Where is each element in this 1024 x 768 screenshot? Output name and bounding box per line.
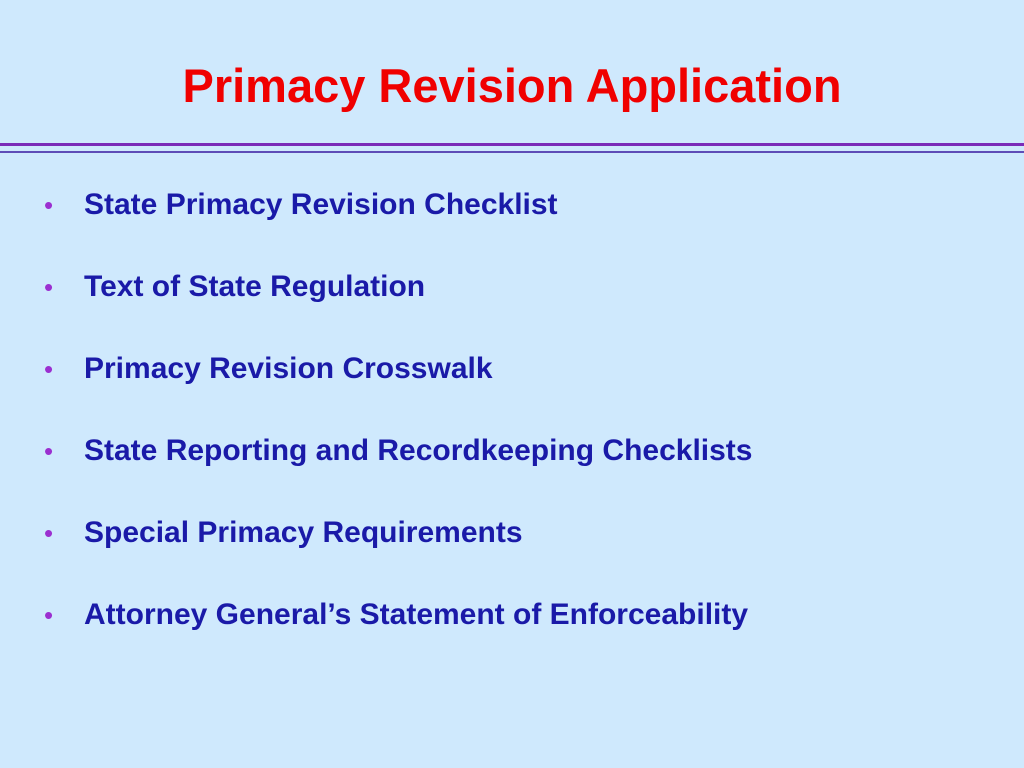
bullet-dot-icon: • (44, 518, 54, 548)
bullet-dot-icon: • (44, 272, 54, 302)
bullet-item (0, 344, 1024, 426)
bullet-text: Special Primacy Requirements (84, 516, 523, 549)
bullet-dot-icon: • (44, 190, 54, 220)
bullet-text: Text of State Regulation (84, 270, 426, 303)
bullet-item (0, 426, 1024, 508)
bullet-item (0, 590, 1024, 672)
bullet-text: State Reporting and Recordkeeping Checklists (84, 434, 753, 467)
title-divider-top (0, 143, 1024, 146)
bullet-item (0, 508, 1024, 590)
slide-title: Primacy Revision Application (182, 59, 842, 112)
title-divider-bottom (0, 151, 1024, 153)
bullet-dot-icon: • (44, 600, 54, 630)
bullet-dot-icon: • (44, 436, 54, 466)
bullet-dot-icon: • (44, 354, 54, 384)
bullet-list (0, 180, 1024, 672)
bullet-item (0, 180, 1024, 262)
bullet-text: Primacy Revision Crosswalk (84, 352, 493, 385)
bullet-item (0, 262, 1024, 344)
bullet-text: State Primacy Revision Checklist (84, 188, 558, 221)
bullet-text: Attorney General’s Statement of Enforceability (84, 598, 749, 631)
